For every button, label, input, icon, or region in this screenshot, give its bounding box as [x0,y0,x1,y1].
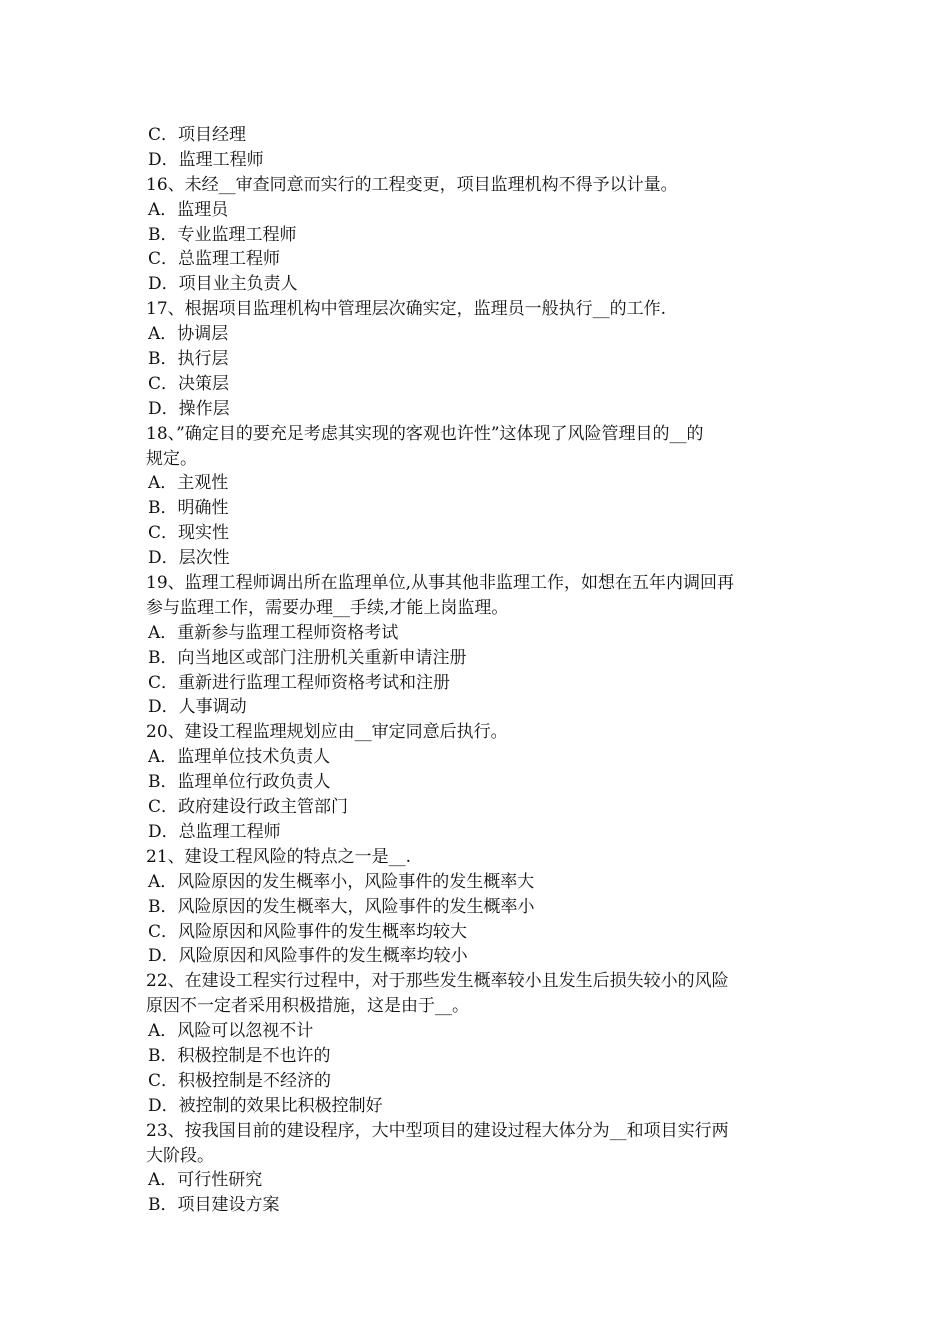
answer-option: B．风险原因的发生概率大，风险事件的发生概率小 [148,896,535,917]
answer-option: A．重新参与监理工程师资格考试 [148,622,399,643]
answer-option: A．主观性 [148,473,229,494]
answer-option: C．风险原因和风险事件的发生概率均较大 [148,921,468,942]
answer-option: D．项目业主负责人 [148,274,298,295]
question-text: 原因不一定者采用积极措施，这是由于__。 [146,996,469,1017]
answer-option: D．监理工程师 [148,149,264,170]
question-text: 22、在建设工程实行过程中，对于那些发生概率较小且发生后损失较小的风险 [146,971,729,992]
answer-option: A．监理单位技术负责人 [148,747,331,768]
answer-option: B．向当地区或部门注册机关重新申请注册 [148,647,467,668]
question-text: 19、监理工程师调出所在监理单位,从事其他非监理工作，如想在五年内调回再 [146,573,735,594]
answer-option: D．操作层 [148,398,230,419]
question-text: 21、建设工程风险的特点之一是__. [146,846,412,867]
answer-option: D．被控制的效果比积极控制好 [148,1095,383,1116]
question-text: 17、根据项目监理机构中管理层次确实定，监理员一般执行__的工作. [146,299,667,320]
answer-option: A．可行性研究 [148,1170,263,1191]
answer-option: C．决策层 [148,373,230,394]
answer-option: C．项目经理 [148,125,247,145]
answer-option: B．项目建设方案 [148,1195,280,1216]
question-text: 大阶段。 [146,1145,214,1166]
answer-option: D．层次性 [148,548,230,569]
answer-option: C．政府建设行政主管部门 [148,797,349,818]
question-text: 16、未经__审查同意而实行的工程变更，项目监理机构不得予以计量。 [146,174,678,195]
answer-option: D．总监理工程师 [148,821,281,842]
answer-option: D．风险原因和风险事件的发生概率均较小 [148,946,468,967]
answer-option: B．明确性 [148,498,229,519]
answer-option: C．总监理工程师 [148,249,281,270]
answer-option: B．监理单位行政负责人 [148,772,331,793]
answer-option: B．专业监理工程师 [148,224,297,245]
answer-option: A．风险可以忽视不计 [148,1021,314,1042]
answer-option: A．协调层 [148,324,229,345]
answer-option: A．监理员 [148,199,229,220]
answer-option: B．执行层 [148,349,229,370]
answer-option: C．积极控制是不经济的 [148,1070,332,1091]
answer-option: C．现实性 [148,523,230,544]
answer-option: D．人事调动 [148,697,247,718]
exam-text-body [146,123,810,1218]
question-text: 20、建设工程监理规划应由__审定同意后执行。 [146,722,508,743]
answer-option: C．重新进行监理工程师资格考试和注册 [148,672,451,693]
answer-option: B．积极控制是不也许的 [148,1045,331,1066]
answer-option: A．风险原因的发生概率小，风险事件的发生概率大 [148,871,535,892]
question-text: 23、按我国目前的建设程序，大中型项目的建设过程大体分为__和项目实行两 [146,1120,729,1141]
question-text: 规定。 [146,448,197,469]
question-text: 18、”确定目的要充足考虑其实现的客观也许性”这体现了风险管理目的__的 [146,423,704,444]
question-text: 参与监理工作，需要办理__手续,才能上岗监理。 [146,597,509,618]
